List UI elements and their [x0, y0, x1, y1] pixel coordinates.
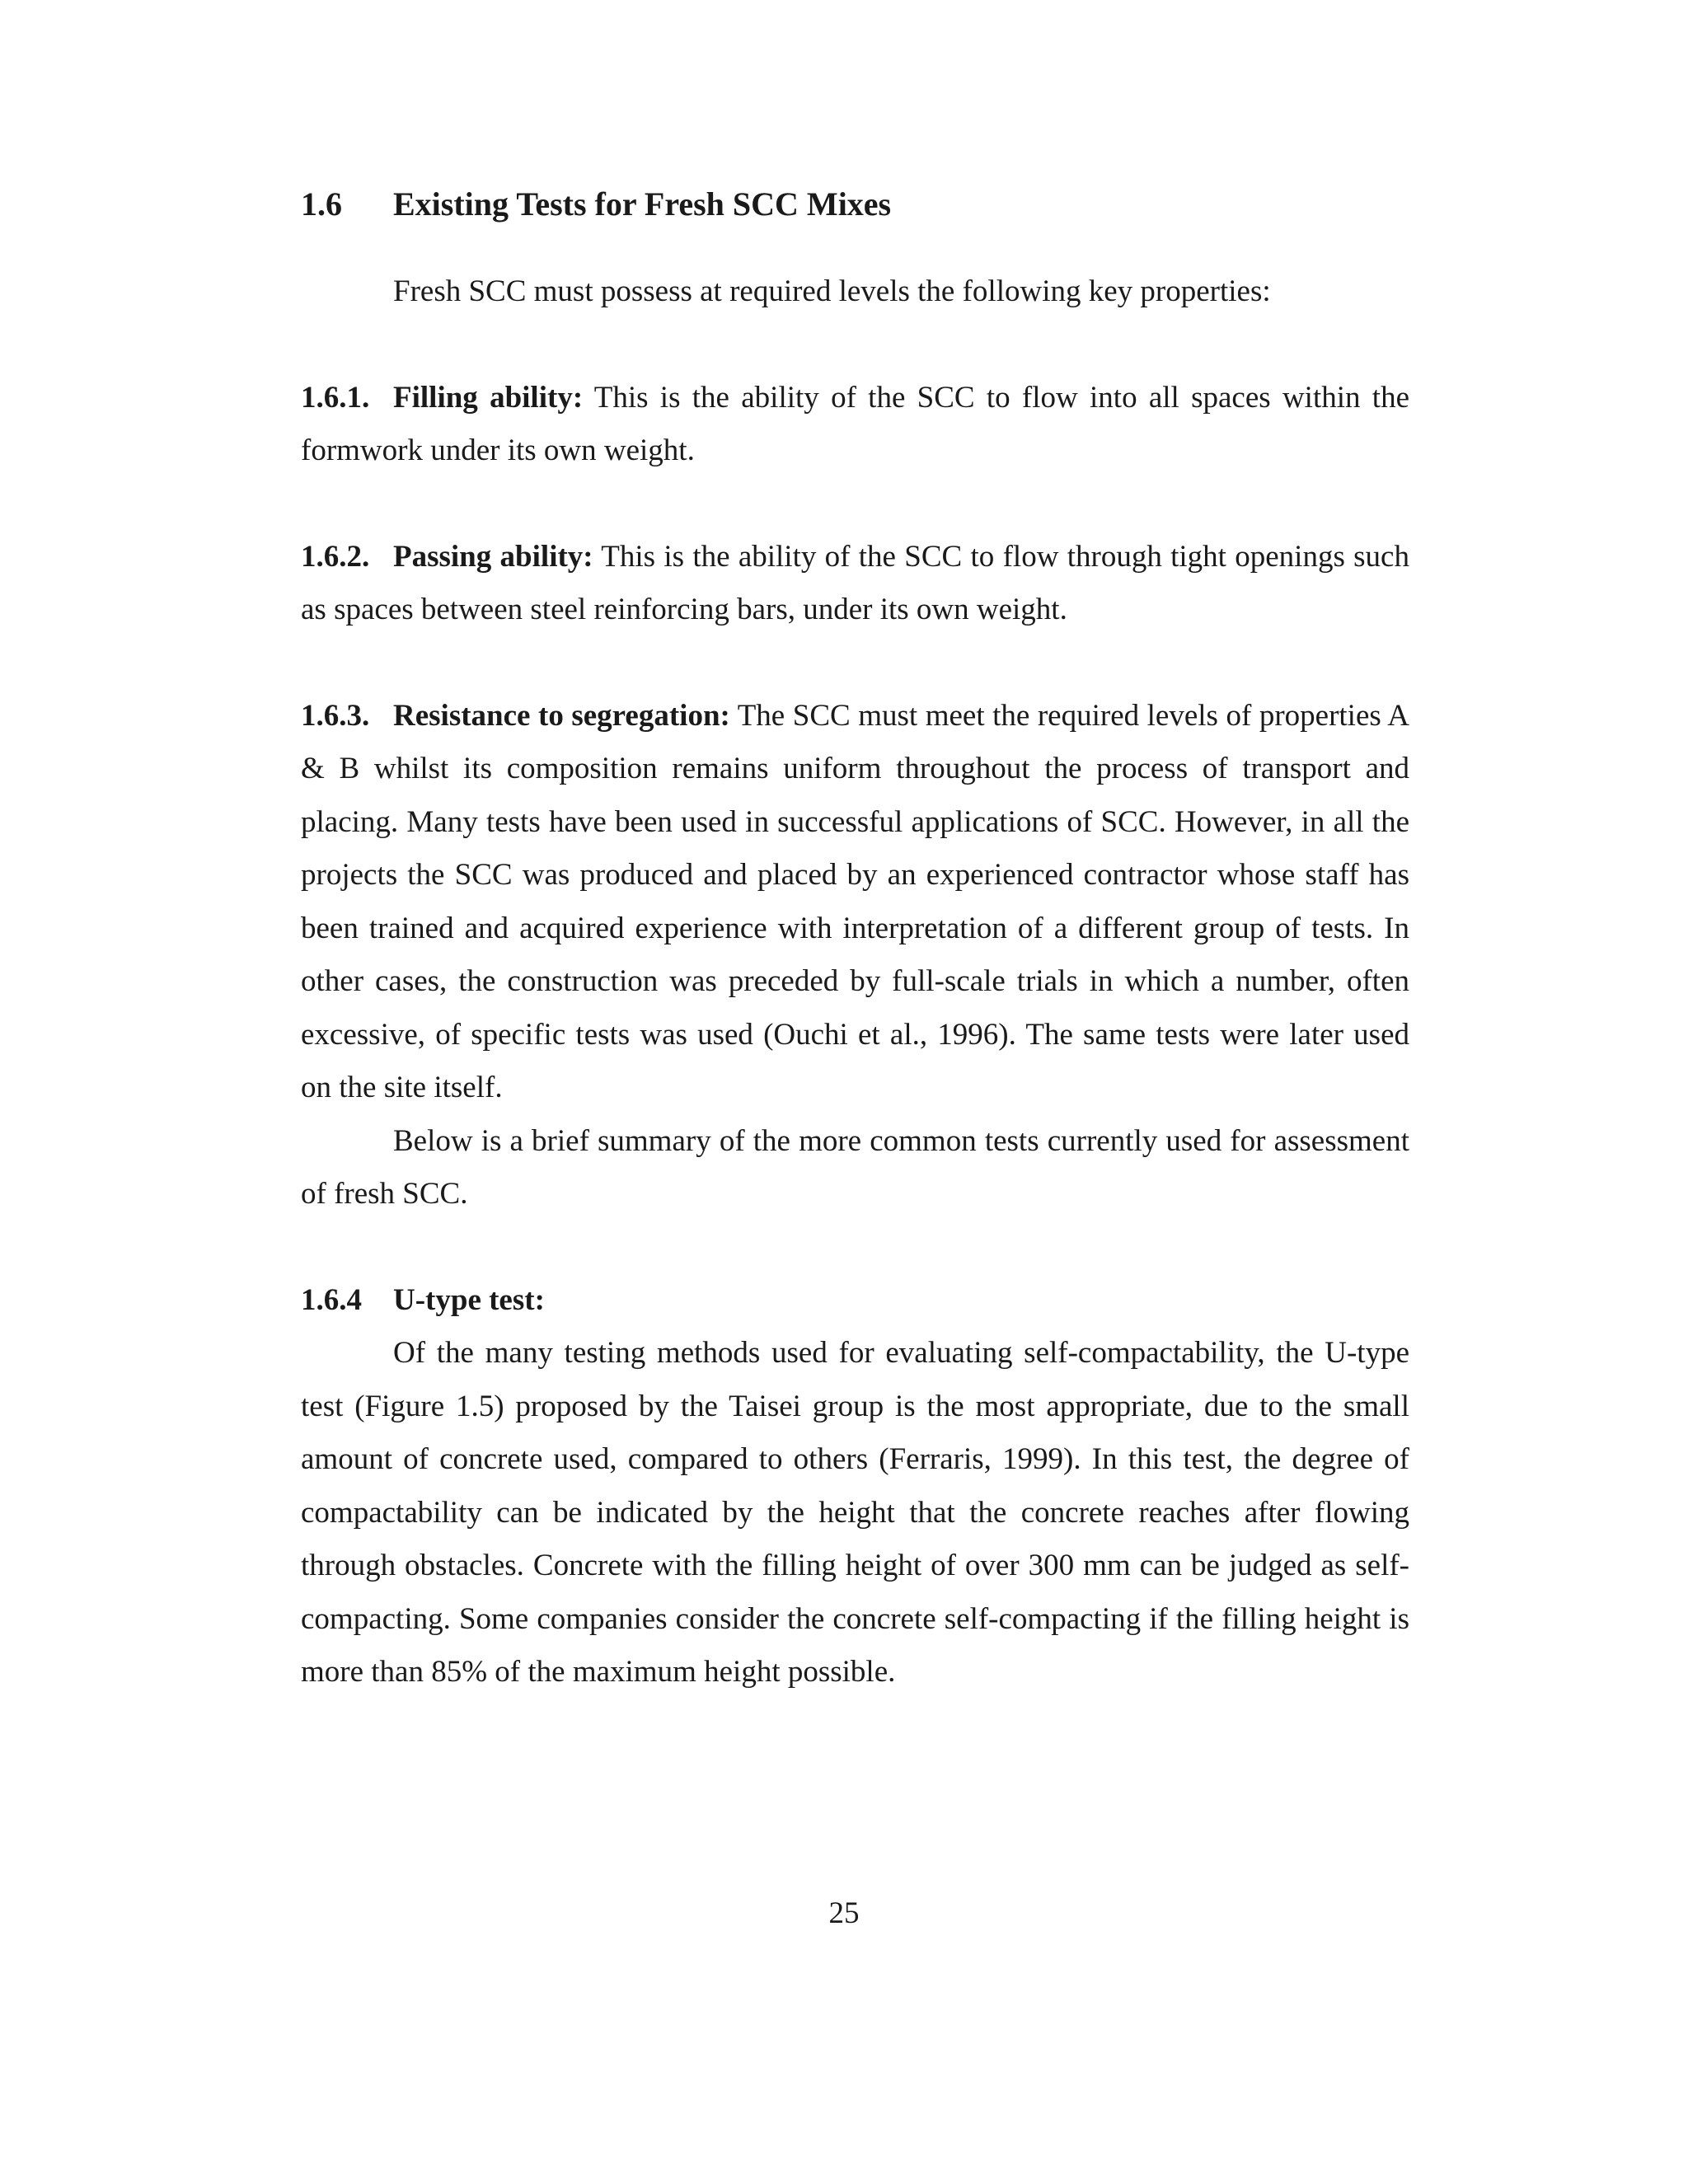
- property-text: This is the ability of the SCC to flow through tight openings such as spaces between steel reinforcing bars, under its own weight.: [301, 539, 1409, 626]
- utype-heading: [301, 1274, 1409, 1328]
- section-number: 1.6: [301, 185, 342, 223]
- property-term: Resistance to segregation:: [393, 698, 730, 733]
- intro-paragraph: Fresh SCC must possess at required levels the following key properties:: [393, 274, 1271, 308]
- property-number: 1.6.3.: [301, 698, 370, 733]
- property-term: Passing ability:: [393, 539, 593, 574]
- property-filling-ability: [301, 372, 1409, 478]
- property-text: The SCC must meet the required levels of properties A & B whilst its composition remains uniform throughout the process of transport and placing. Many tests have been used in successful applications of SCC. However, in all the projects the SCC was produced and placed by an experienced contractor whose staff has been trained and acquired experience with interpretation of a different group of tests. In other cases, the construction was preceded by full-scale trials in which a number, often excessive, of specific tests was used (Ouchi et al., 1996). The same tests were later used on the site itself.: [301, 698, 1409, 1104]
- section-title: Existing Tests for Fresh SCC Mixes: [393, 185, 892, 223]
- property-passing-ability: [301, 531, 1409, 637]
- utype-paragraph: Of the many testing methods used for evaluating self-compactability, the U-type test (Figure 1.5) proposed by the Taisei group is the most appropriate, due to the small amount of concrete used, compared to others (Ferraris, 1999). In this test, the degree of compactability can be indicated by the height that the concrete reaches after flowing through obstacles. Concrete with the filling height of over 300 mm can be judged as self-compacting. Some companies consider the concrete self-compacting if the filling height is more than 85% of the maximum height possible.: [301, 1336, 1409, 1689]
- page-content: [301, 183, 1409, 1699]
- utype-title: U-type test:: [393, 1282, 545, 1317]
- summary-paragraph: Below is a brief summary of the more common tests currently used for assessment of fresh SCC.: [301, 1123, 1409, 1211]
- property-number: 1.6.2.: [301, 539, 370, 574]
- utype-number: 1.6.4: [301, 1282, 362, 1317]
- page-number: 25: [828, 1896, 860, 1930]
- property-resistance-to-segregation: [301, 690, 1409, 1115]
- section-heading: [301, 183, 1409, 226]
- property-text: This is the ability of the SCC to flow into all spaces within the formwork under its own weight.: [301, 380, 1409, 467]
- property-term: Filling ability:: [393, 380, 584, 415]
- property-number: 1.6.1.: [301, 380, 370, 415]
